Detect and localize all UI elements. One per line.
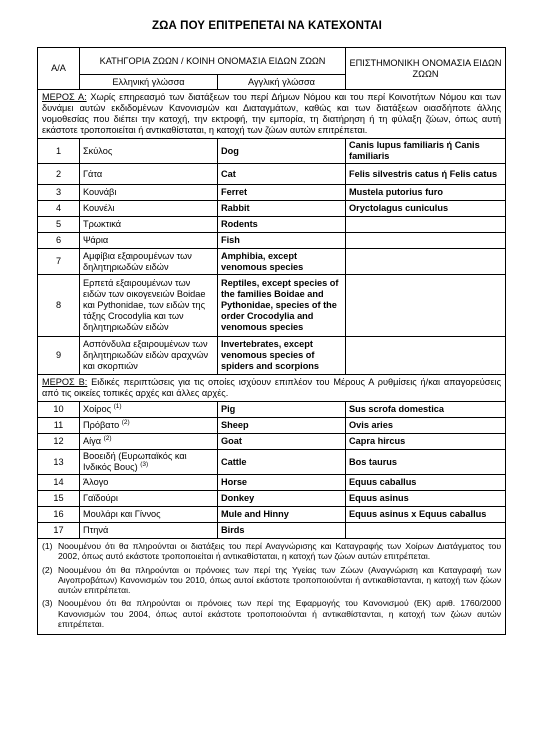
row-number: 16	[38, 507, 80, 523]
scientific-name	[346, 233, 506, 249]
greek-name	[80, 434, 218, 450]
table-row	[38, 337, 506, 375]
scientific-name: Sus scrofa domestica	[346, 402, 506, 418]
scientific-name	[346, 249, 506, 275]
scientific-name: Equus asinus x Equus caballus	[346, 507, 506, 523]
table-row	[38, 402, 506, 418]
greek-name: Κουνέλι	[80, 201, 218, 217]
scientific-name	[346, 523, 506, 539]
table-row	[38, 249, 506, 275]
table-row	[38, 418, 506, 434]
scientific-name: Mustela putorius furo	[346, 185, 506, 201]
english-name: Cat	[218, 164, 346, 185]
greek-name: Ερπετά εξαιρουμένων των ειδών των οικογενειών Boidae και Pythonidae, των ειδών της τάξης Crocodylia και των δηλητηριωδών ειδών	[80, 275, 218, 337]
table-row	[38, 275, 506, 337]
notes-row	[38, 539, 506, 635]
section-b-label: ΜΕΡΟΣ Β:	[42, 377, 88, 387]
row-number: 1	[38, 139, 80, 164]
row-number: 3	[38, 185, 80, 201]
footnote	[42, 598, 501, 629]
table-row	[38, 475, 506, 491]
greek-name: Σκύλος	[80, 139, 218, 164]
section-a-row	[38, 90, 506, 139]
table-row	[38, 491, 506, 507]
row-number: 2	[38, 164, 80, 185]
english-name: Rodents	[218, 217, 346, 233]
english-name: Ferret	[218, 185, 346, 201]
scientific-name: Bos taurus	[346, 450, 506, 475]
footnote-text: Νοουμένου ότι θα πληρούνται οι διατάξεις του περί Αναγνώρισης και Καταγραφής των Χοίρων Διατάγματος του 2002, όπως αυτό εκάστοτε τροποποιείται ή αντικαθίσταται, η κατοχή των ζώων αυτών επιτρέπεται.	[58, 541, 502, 562]
scientific-name: Oryctolagus cuniculus	[346, 201, 506, 217]
english-name: Cattle	[218, 450, 346, 475]
greek-name-text: Μουλάρι και Γίννος	[83, 509, 161, 519]
row-number: 8	[38, 275, 80, 337]
english-name: Horse	[218, 475, 346, 491]
greek-name-text: Βοοειδή (Ευρωπαϊκός και Ινδικός Βους)	[83, 451, 187, 472]
english-name: Pig	[218, 402, 346, 418]
scientific-name	[346, 337, 506, 375]
english-name: Dog	[218, 139, 346, 164]
scientific-name	[346, 275, 506, 337]
footnotes	[38, 539, 506, 635]
row-number: 17	[38, 523, 80, 539]
footnote	[42, 565, 501, 596]
greek-name	[80, 450, 218, 475]
footnote-ref: (3)	[140, 460, 149, 468]
footnote-number: (2)	[42, 564, 53, 575]
greek-name: Αμφίβια εξαιρουμένων των δηλητηριωδών ειδών	[80, 249, 218, 275]
header-aa: Α/Α	[38, 48, 80, 90]
row-number: 14	[38, 475, 80, 491]
animals-table	[37, 47, 506, 635]
greek-name	[80, 507, 218, 523]
english-name: Rabbit	[218, 201, 346, 217]
english-name: Amphibia, except venomous species	[218, 249, 346, 275]
greek-name: Ψάρια	[80, 233, 218, 249]
footnote-number: (1)	[42, 541, 53, 551]
greek-name-text: Γαϊδούρι	[83, 493, 118, 503]
greek-name	[80, 418, 218, 434]
greek-name	[80, 475, 218, 491]
header-category: ΚΑΤΗΓΟΡΙΑ ΖΩΩΝ / ΚΟΙΝΗ ΟΝΟΜΑΣΙΑ ΕΙΔΩΝ ΖΩΩΝ	[80, 48, 346, 75]
header-english: Αγγλική γλώσσα	[218, 75, 346, 90]
table-row	[38, 201, 506, 217]
table-row	[38, 185, 506, 201]
row-number: 4	[38, 201, 80, 217]
greek-name	[80, 402, 218, 418]
footnote-ref: (2)	[121, 418, 130, 426]
greek-name-text: Πτηνά	[83, 525, 109, 535]
table-row	[38, 450, 506, 475]
greek-name: Γάτα	[80, 164, 218, 185]
row-number: 15	[38, 491, 80, 507]
footnote-text: Νοουμένου ότι θα πληρούνται οι πρόνοιες των περί της Εφαρμογής του Κανονισμού (ΕΚ) αριθ. 1760/2000 Κανονισμών του 2004, όπως αυτοί εκάστοτε τροποποιούνται ή αντικαθίστανται, η κατοχή των ζώων αυτών επιτρέπεται.	[58, 598, 502, 630]
english-name: Reptiles, except species of the families Boidae and Pythonidae, species of the order Crocodylia and venomous species	[218, 275, 346, 337]
greek-name-text: Αίγα	[83, 436, 104, 446]
table-row	[38, 139, 506, 164]
row-number: 13	[38, 450, 80, 475]
section-a-text: Χωρίς επηρεασμό των διατάξεων του περί Δήμων Νόμου και του περί Κοινοτήτων Νόμου και των δυνάμει αυτών εκδιδομένων Κανονισμών και Διαταγμάτων, καθώς και των διατάξεων οιασδήποτε άλλης νομοθεσίας που διέπει την κατοχή, την εκτροφή, την εμπορία, τη διατήρηση ή τη φύλαξη ζώων, όπως αυτή εκάστοτε τροποποιείται ή αντικαθίσταται, η κατοχή των ζώων αυτών επιτρέπεται.	[42, 92, 502, 135]
section-a	[38, 90, 506, 139]
footnote-ref: (2)	[103, 434, 112, 442]
greek-name	[80, 523, 218, 539]
english-name: Goat	[218, 434, 346, 450]
table-row	[38, 217, 506, 233]
table-row	[38, 523, 506, 539]
header-scientific: ΕΠΙΣΤΗΜΟΝΙΚΗ ΟΝΟΜΑΣΙΑ ΕΙΔΩΝ ΖΩΩΝ	[346, 48, 506, 90]
greek-name	[80, 491, 218, 507]
table-row	[38, 507, 506, 523]
footnote-number: (3)	[42, 598, 53, 609]
greek-name-text: Πρόβατο	[83, 420, 122, 430]
section-b-row	[38, 375, 506, 402]
section-a-label: ΜΕΡΟΣ Α:	[42, 92, 87, 102]
english-name: Fish	[218, 233, 346, 249]
section-b	[38, 375, 506, 402]
row-number: 11	[38, 418, 80, 434]
table-row	[38, 164, 506, 185]
row-number: 5	[38, 217, 80, 233]
greek-name: Τρωκτικά	[80, 217, 218, 233]
footnote-ref: (1)	[113, 402, 122, 410]
scientific-name: Canis lupus familiaris ή Canis familiaris	[346, 139, 506, 164]
row-number: 12	[38, 434, 80, 450]
footnote	[42, 541, 501, 562]
english-name: Invertebrates, except venomous species of spiders and scorpions	[218, 337, 346, 375]
row-number: 9	[38, 337, 80, 375]
row-number: 10	[38, 402, 80, 418]
table-row	[38, 434, 506, 450]
document-title: ΖΩΑ ΠΟΥ ΕΠΙΤΡΕΠΕΤΑΙ ΝΑ ΚΑΤΕΧΟΝΤΑΙ	[152, 20, 382, 32]
english-name: Donkey	[218, 491, 346, 507]
greek-name: Ασπόνδυλα εξαιρουμένων των δηλητηριωδών ειδών αραχνών και σκορπιών	[80, 337, 218, 375]
scientific-name: Felis silvestris catus ή Felis catus	[346, 164, 506, 185]
section-b-text: Ειδικές περιπτώσεις για τις οποίες ισχύουν επιπλέον του Μέρους Α ρυθμίσεις ή/και απαγορεύσεις από τις οικείες τοπικές αρχές και άλλες αρχές.	[42, 377, 502, 398]
english-name: Mule and Hinny	[218, 507, 346, 523]
row-number: 7	[38, 249, 80, 275]
scientific-name: Ovis aries	[346, 418, 506, 434]
scientific-name: Equus caballus	[346, 475, 506, 491]
header-greek: Ελληνική γλώσσα	[80, 75, 218, 90]
english-name: Sheep	[218, 418, 346, 434]
row-number: 6	[38, 233, 80, 249]
scientific-name: Capra hircus	[346, 434, 506, 450]
greek-name-text: Χοίρος	[83, 404, 114, 414]
greek-name-text: Άλογο	[83, 477, 109, 487]
scientific-name	[346, 217, 506, 233]
greek-name: Κουνάβι	[80, 185, 218, 201]
header-row	[38, 48, 506, 75]
scientific-name: Equus asinus	[346, 491, 506, 507]
table-row	[38, 233, 506, 249]
footnote-text: Νοουμένου ότι θα πληρούνται οι πρόνοιες των περί της Υγείας των Ζώων (Αναγνώριση και Καταγραφή των Αιγοπροβάτων) Κανονισμών του 2010, όπως αυτοί εκάστοτε τροποποιούνται ή αντικαθίστανται, η κατοχή των ζώων αυτών επιτρέπεται.	[58, 564, 502, 596]
english-name: Birds	[218, 523, 346, 539]
